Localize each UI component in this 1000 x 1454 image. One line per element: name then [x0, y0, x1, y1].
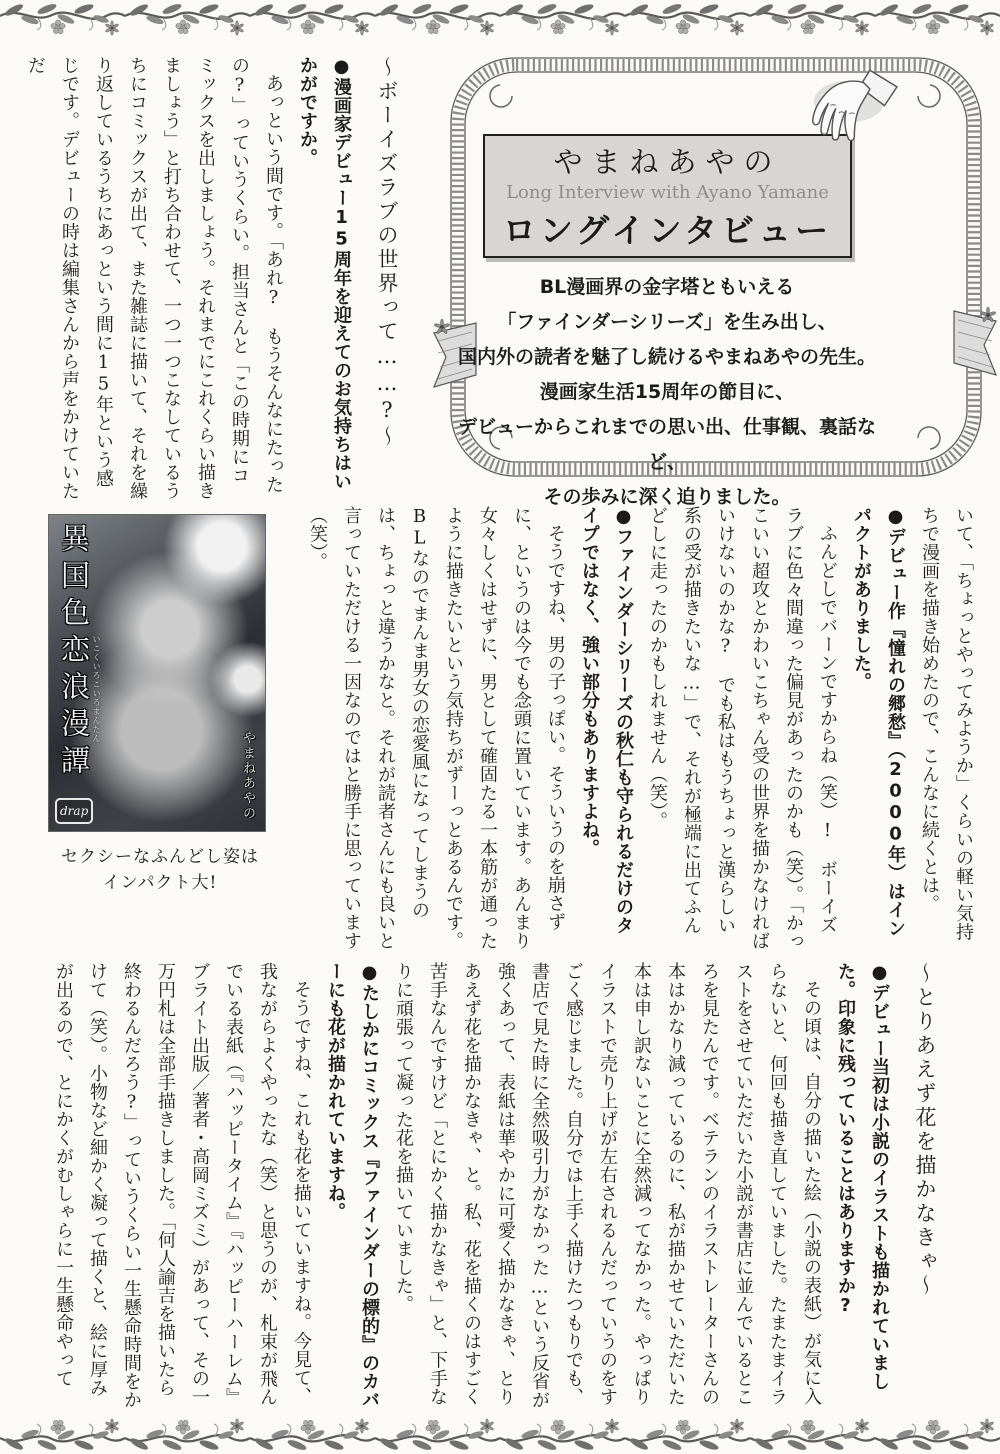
book-cover-image — [48, 514, 266, 832]
section-boys-love-band — [18, 56, 410, 502]
floral-border-bottom — [0, 1410, 1000, 1454]
caption-line: インパクト大! — [102, 873, 218, 893]
interview-question: ●ファインダーシリーズの秋仁も守られるだけのタイプではなく、強い部分もありますよね。 — [579, 506, 634, 935]
book-cover-title: 異国色恋浪漫譚 — [57, 523, 91, 782]
interview-answer: そうですね、これも花を描いていますね。今見て、我ながらよくやったな（笑）と思うのが、札束が飛んでいる表紙（『ハッピータイム』『ハッピーハーレム』ブライト出版／著者・高岡ミズミ）があって、その一万円札は全部手描きしました。「何人諭吉を描いたら終わるんだろう?」っていうくらい一生懸命時間をかけて（笑）。小物など細かく凝って描くと、絵に厚みが出るので、とにかくがむしゃらに一生懸命やって — [53, 962, 312, 1409]
right-ribbon-pennant — [954, 307, 996, 375]
lead-line: 国内外の読者を魅了し続けるやまねあやの先生。 — [457, 346, 876, 368]
lead-line: BL漫画界の金字塔ともいえる — [539, 276, 795, 298]
interview-question: ●漫画家デビュー15周年を迎えてのお気持ちはいかがですか。 — [297, 56, 352, 491]
lead-paragraph — [450, 270, 884, 515]
section-heading: 〜とりあえず花を描かなきゃ〜 — [913, 962, 937, 1298]
lead-line: 漫画家生活15周年の節目に、 — [539, 381, 795, 403]
title-english: Long Interview with Ayano Yamane — [506, 182, 829, 203]
title-katakana: ロングインタビュー — [502, 211, 833, 250]
interview-answer: その頃は、自分の描いた絵（小説の表紙）が気に入らないと、何回も描き直していました。たまたまイラストをさせていただいた小説が書店に並んでいるところを見たんです。ベテランのイラストレーターさんの本はかなり減っているのに、私が描かせていただいた本は申し訳ないことに全然減ってなかった。やっぱりイラストで売り上げが左右されるんだっていうのをすごく感じました。自分では上手く描けたつもりでも、書店で見た時に全然吸引力がなかった…という反省が強くあって、表紙は華やかに可愛く描かなきゃ、とりあえず花を描かなきゃ、と。私、花を描くのはすごく苦手なんですけど「とにかく描かなきゃ」と、下手なりに頑張って凝った花を描いていました。 — [393, 962, 822, 1409]
floral-border-top — [0, 0, 1000, 44]
book-cover-author: やまねあやの — [240, 731, 255, 821]
lead-line: その歩みに深く迫りました。 — [543, 486, 791, 508]
lead-line: デビューからこれまでの思い出、仕事観、裏話など、 — [457, 416, 876, 473]
hand-illustration — [788, 64, 904, 168]
interview-question: ●デビュー当初は小説のイラストも描かれていました。印象に残っていることはありますか? — [835, 962, 890, 1391]
interview-answer: あっという間です。「あれ? もうそんなにたったの?」っていうくらい。担当さんと「この時期にコミックスを出しましょう。それまでにこれくらい描きましょう」と打ち合わせて、一つ一つこなしているうちにコミックスが出て、また雑誌に描いて、それを繰り返しているうちにあっという間に15年という感じです。デビューの時は編集さんから声をかけていただ — [25, 56, 284, 500]
interview-answer: そうですね、男の子っぽい。そういうのを崩さずに、というのは今でも念頭に置いています。あんまり女々しくはせずに、男として確固たる一本筋が通ったように描きたいという気持ちがずーっとあるんです。BLなのでまんま男女の恋愛風になってしまうのは、ちょっと違うかなと。それが読者さんにも良いと言っていただける一因なのではと勝手に思っています（笑）。 — [307, 506, 566, 950]
lead-line: 「ファインダーシリーズ」を生み出し、 — [497, 311, 837, 333]
interview-question: ●デビュー作『憧れの郷愁』（2000年）はインパクトがありました。 — [851, 506, 906, 938]
section-heading: 〜ボーイズラブの世界って……?〜 — [375, 56, 399, 449]
book-cover-furigana: いこくいろこいろまんたん — [92, 635, 101, 743]
interview-question: ●たしかにコミックス『ファインダーの標的』のカバーにも花が描かれていますね。 — [325, 962, 380, 1409]
caption-line: セクシーなふんどし姿は — [61, 847, 259, 867]
interview-answer-continued: いて、「ちょっとやってみようか」くらいの軽い気持ちで漫画を描き始めたので、こんなに続くとは。 — [919, 506, 974, 941]
interview-middle-band — [292, 506, 980, 952]
interview-answer: ふんどしでバーンですからね（笑）! ボーイズラブに色々間違った偏見があったのかも（笑）。「かっこいい超攻とかわいこちゃん受の世界を描かなければいけないのかな? でも私はもうちょっと漢らしい系の受が描きたいな…」で、それが極端に出てふんどしに走ったのかもしれません（笑）。 — [647, 506, 838, 951]
book-cover-caption — [40, 844, 280, 896]
title-japanese: やまねあやの — [553, 145, 782, 179]
section-flowers-band — [20, 962, 948, 1412]
publisher-logo: drap — [55, 798, 93, 824]
